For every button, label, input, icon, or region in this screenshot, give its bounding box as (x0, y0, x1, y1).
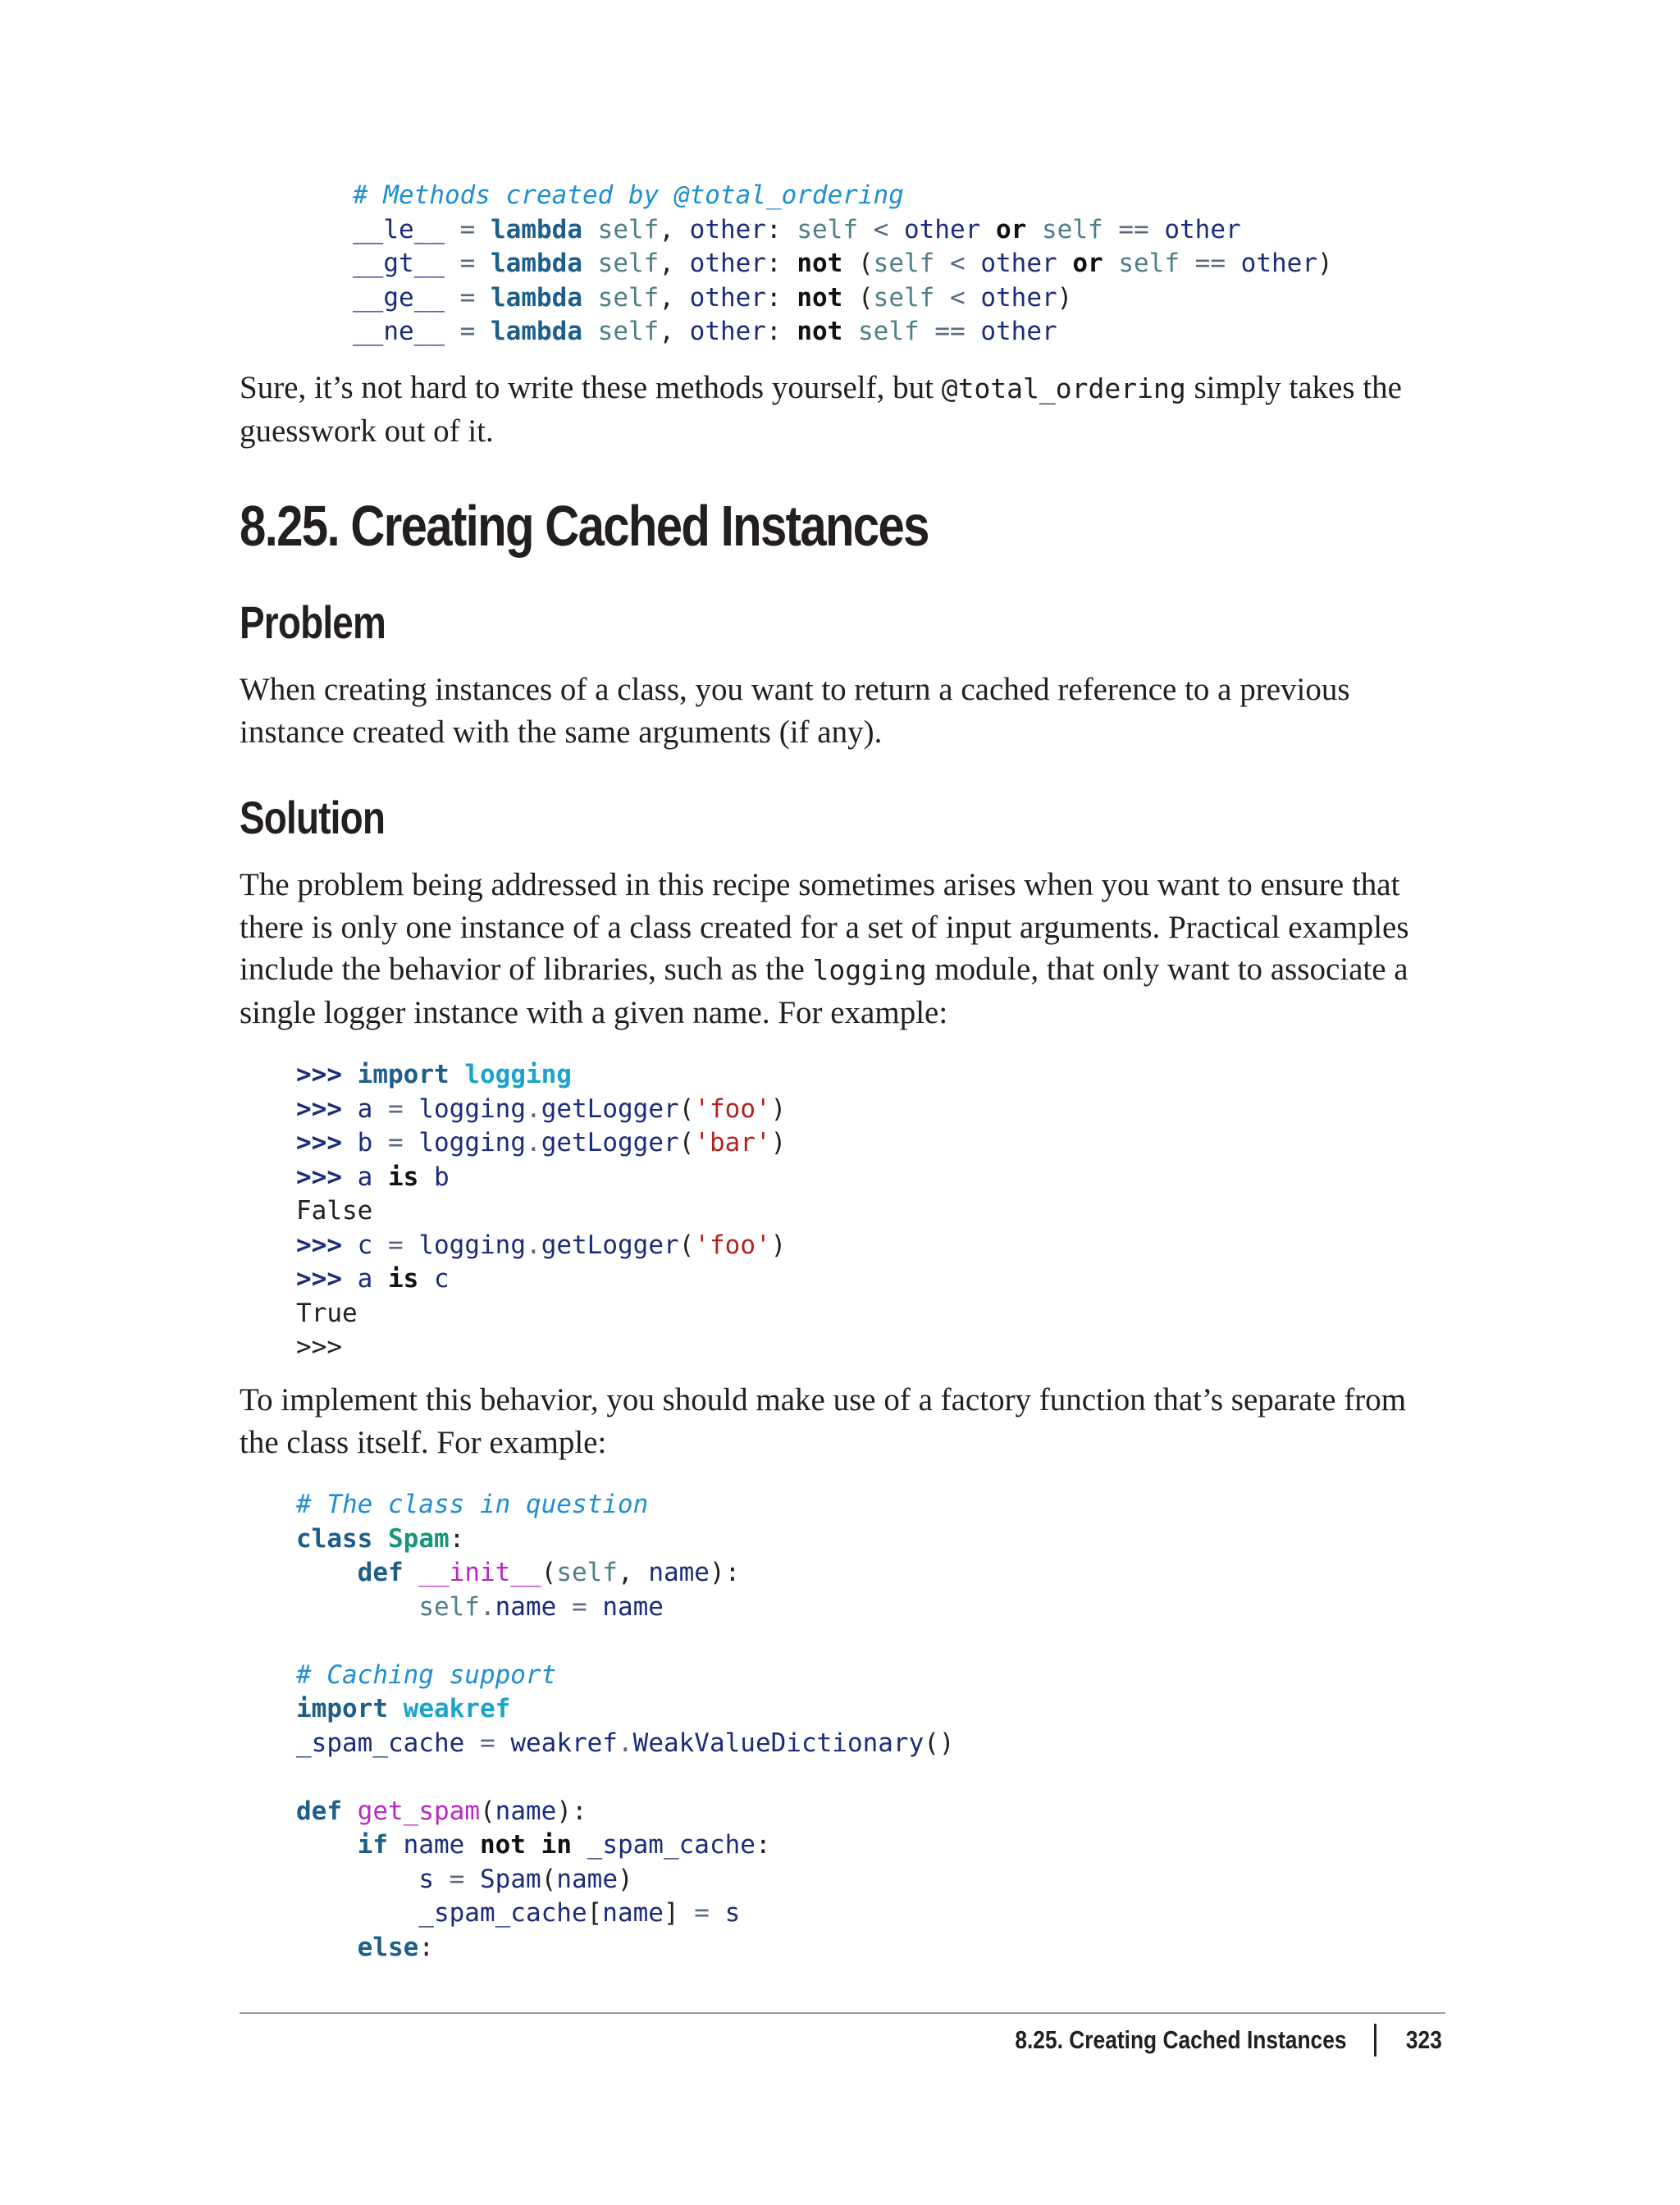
problem-paragraph: When creating instances of a class, you want to return a cached reference to a previous instance created with the same arguments (if any). (240, 672, 1350, 750)
problem-heading: Problem (240, 596, 386, 648)
code-line: if name not in _spam_cache: (357, 1830, 771, 1860)
code-block-logging-example (296, 1058, 786, 1365)
inline-code: logging (812, 954, 927, 986)
footer-rule (240, 2012, 1445, 2014)
code-line: >>> import logging (296, 1060, 572, 1089)
code-line: def __init__(self, name): (357, 1558, 741, 1587)
code-block-factory (296, 1488, 955, 1965)
code-line: self.name = name (418, 1591, 664, 1622)
code-line: def get_spam(name): (296, 1796, 587, 1826)
footer-separator (1374, 2024, 1376, 2057)
code-line: >>> a = logging.getLogger('foo') (296, 1093, 787, 1124)
code-line-blank (296, 1624, 955, 1659)
solution-paragraph: The problem being addressed in this recipe sometimes arises when you want to ensure that there is only one instance of a class created for a set of input arguments. Practical examples include the behavior of libraries, such as the logging module, that only want to associate a single logger instance with a given name. For example: (240, 867, 1409, 1030)
page-footer (956, 2024, 1445, 2057)
code-line: >>> a is c (296, 1264, 450, 1294)
code-line: >>> c = logging.getLogger('foo') (296, 1230, 787, 1260)
factory-paragraph: To implement this behavior, you should make use of a factory function that’s separate from the class itself. For example: (240, 1382, 1407, 1460)
code-line: __ge__ = lambda self, other: not (self < other) (353, 282, 1073, 313)
code-line: >>> a is b (296, 1162, 450, 1192)
footer-section-title: 8.25. Creating Cached Instances (1015, 2025, 1347, 2054)
code-line: __ne__ = lambda self, other: not self == other (353, 317, 1057, 346)
paragraph-total-ordering: Sure, it’s not hard to write these methods yourself, but @total_ordering simply takes the guesswork out of it. (240, 370, 1402, 449)
inline-code: @total_ordering (941, 372, 1186, 404)
code-line: __gt__ = lambda self, other: not (self < other or self == other) (353, 249, 1333, 278)
code-line: # Methods created by @total_ordering (353, 180, 904, 210)
code-line: # The class in question (296, 1490, 649, 1519)
code-line: True (296, 1298, 358, 1328)
code-line: # Caching support (296, 1659, 557, 1690)
page-number: 323 (1406, 2025, 1443, 2054)
code-line: class Spam: (296, 1523, 465, 1554)
code-line: >>> (296, 1332, 342, 1362)
code-line: _spam_cache = weakref.WeakValueDictionary() (296, 1728, 955, 1758)
code-line: import weakref (296, 1694, 511, 1723)
code-line: _spam_cache[name] = s (418, 1898, 741, 1928)
code-line: else: (357, 1932, 434, 1962)
code-line: >>> b = logging.getLogger('bar') (296, 1128, 787, 1157)
code-line: __le__ = lambda self, other: self < other or self == other (353, 214, 1241, 244)
section-title: 8.25. Creating Cached Instances (240, 494, 929, 558)
code-line: s = Spam(name) (418, 1864, 633, 1894)
code-line-blank (296, 1760, 955, 1795)
code-line: False (296, 1196, 373, 1226)
solution-heading: Solution (240, 792, 386, 843)
code-block-total-ordering (353, 179, 1333, 349)
